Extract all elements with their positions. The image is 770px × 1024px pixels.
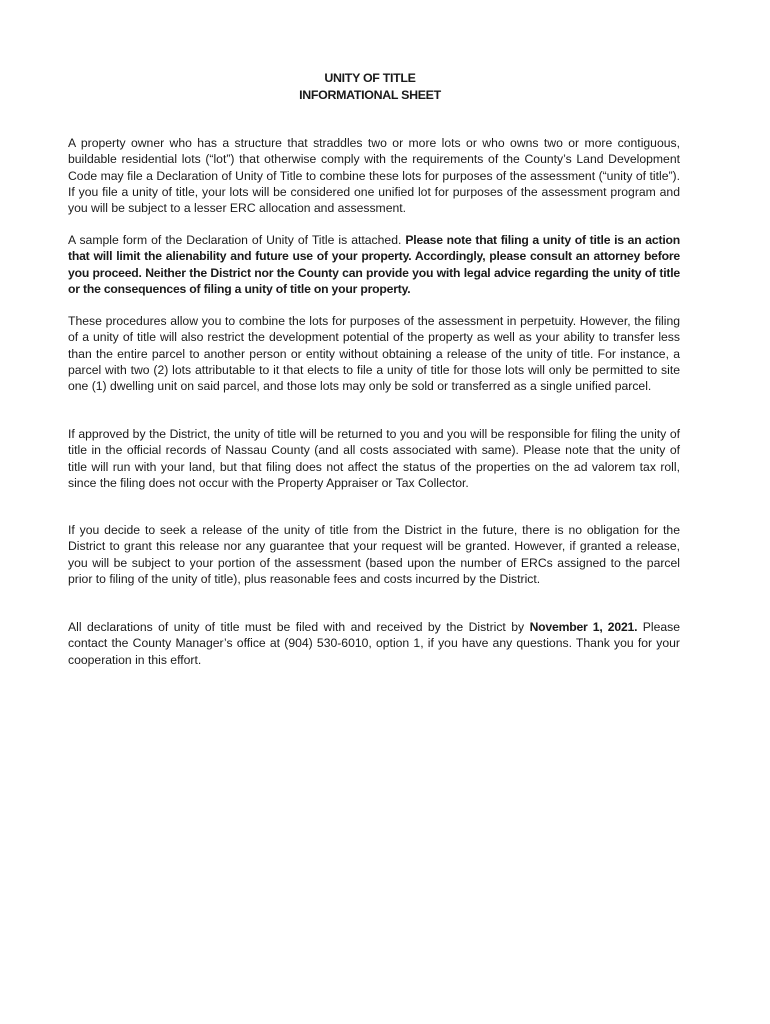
title-line-2: INFORMATIONAL SHEET bbox=[299, 88, 441, 102]
paragraph-sample-form-text: A sample form of the Declaration of Unity of Title is attached. bbox=[68, 233, 406, 247]
document-title bbox=[0, 70, 740, 104]
paragraph-release: If you decide to seek a release of the unity of title from the District in the future, there is no obligation for the District to grant this release nor any guarantee that your request will be granted. However, if granted a release, you will be subject to your portion of the assessment (based upon the number of ERCs assigned to the parcel prior to filing of the unity of title), plus reasonable fees and costs incurred by the District. bbox=[68, 523, 680, 586]
title-line-1: UNITY OF TITLE bbox=[324, 71, 416, 85]
paragraph-deadline bbox=[68, 619, 680, 668]
paragraph-contact-text: Please contact the County Manager’s office at (904) 530-6010, option 1, if you have any questions. Thank you for your cooperation in this effort. bbox=[68, 620, 681, 667]
paragraph-deadline-text: All declarations of unity of title must be filed with and received by the District by bbox=[68, 620, 530, 634]
paragraph-sample-form bbox=[68, 232, 680, 297]
paragraph-procedures: These procedures allow you to combine the lots for purposes of the assessment in perpetuity. However, the filing of a unity of title will also restrict the development potential of the property as well as your ability to transfer less than the entire parcel to another person or entity without obtaining a release of the unity of title. For instance, a parcel with two (2) lots attributable to it that elects to file a unity of title for those lots will only be permitted to site one (1) dwelling unit on said parcel, and those lots may only be sold or transferred as a single unified parcel. bbox=[68, 314, 680, 394]
paragraph-approval: If approved by the District, the unity of title will be returned to you and you will be responsible for filing the unity of title in the official records of Nassau County (and all costs associated with same). Please note that the unity of title will run with your land, but that filing does not affect the status of the properties on the ad valorem tax roll, since the filing does not occur with the Property Appraiser or Tax Collector. bbox=[68, 427, 680, 490]
deadline-date: November 1, 2021. bbox=[529, 620, 638, 634]
legal-warning-text: Please note that filing a unity of title is an action that will limit the alienability and future use of your property. Accordingly, please consult an attorney before you proceed. Neither the District nor the County can provide you with legal advice regarding the unity of title or the consequences of filing a unity of title on your property. bbox=[68, 233, 680, 296]
paragraph-intro: A property owner who has a structure that straddles two or more lots or who owns two or more contiguous, buildable residential lots (“lot”) that otherwise comply with the requirements of the County’s Land Development Code may file a Declaration of Unity of Title to combine these lots for purposes of the assessment (“unity of title”). If you file a unity of title, your lots will be considered one unified lot for purposes of the assessment program and you will be subject to a lesser ERC allocation and assessment. bbox=[68, 136, 680, 216]
